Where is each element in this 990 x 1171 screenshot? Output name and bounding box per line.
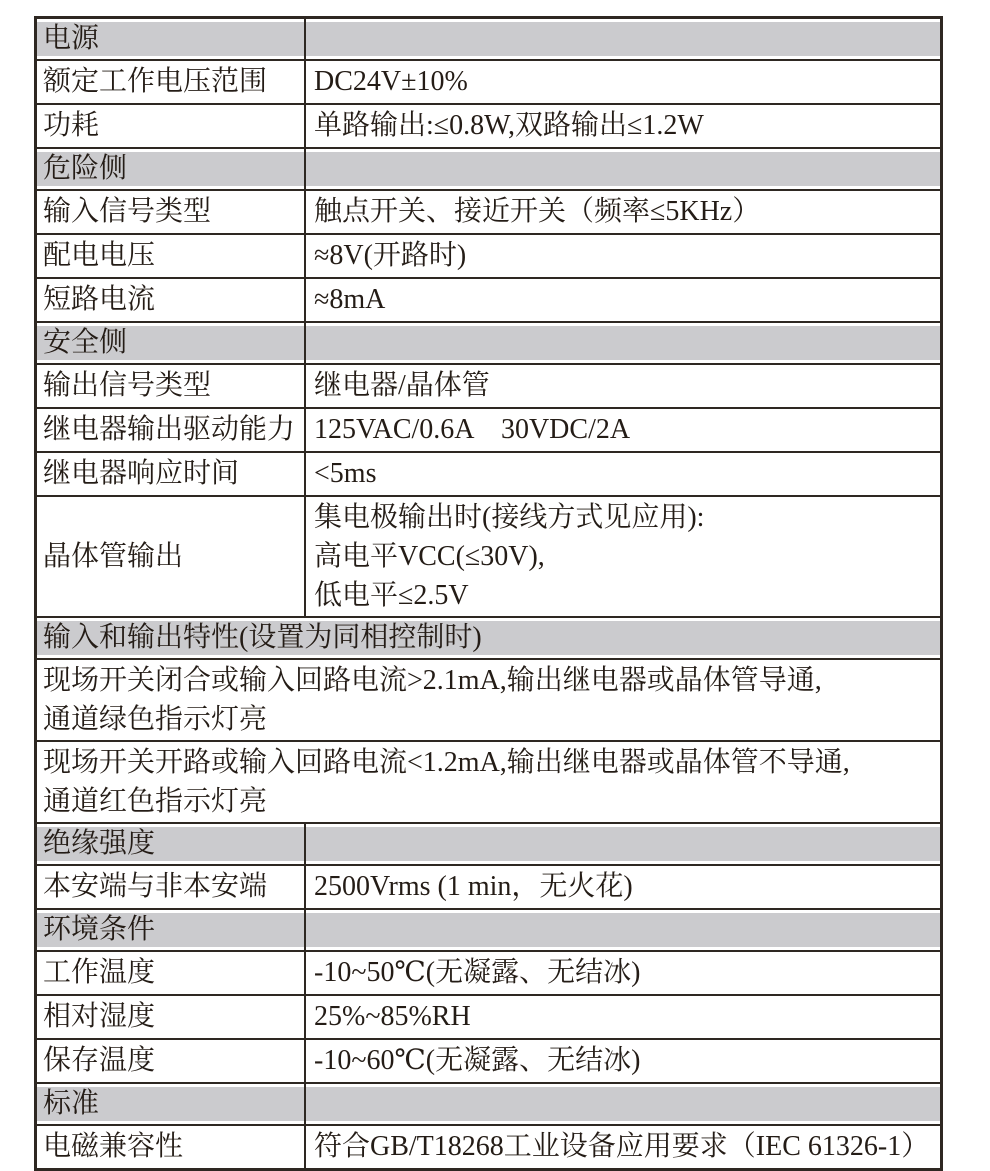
- spec-text-line: 通道红色指示灯亮: [43, 786, 268, 817]
- table-row: [36, 951, 942, 995]
- spec-key: 额定工作电压范围: [36, 60, 306, 104]
- spec-table: [34, 16, 943, 1171]
- spec-sheet: [34, 16, 943, 1171]
- section-header-spacer: [305, 1083, 942, 1125]
- spec-table-body: [36, 18, 942, 1170]
- spec-key: 继电器响应时间: [36, 452, 306, 496]
- table-row: [36, 823, 942, 865]
- spec-value: DC24V±10%: [314, 66, 468, 97]
- spec-value-cell: [305, 234, 942, 278]
- table-row: [36, 60, 942, 104]
- spec-value-cell: [305, 496, 942, 617]
- spec-text-line: 现场开关开路或输入回路电流<1.2mA,输出继电器或晶体管不导通,: [43, 747, 850, 778]
- spec-value: -10~60℃(无凝露、无结冰): [314, 1045, 641, 1076]
- table-row: [36, 1125, 942, 1170]
- section-header-label: 危险侧: [36, 148, 306, 190]
- table-row: [36, 1039, 942, 1083]
- section-header-spacer: [305, 823, 942, 865]
- table-row: [36, 234, 942, 278]
- section-header-label: 输入和输出特性(设置为同相控制时): [36, 617, 942, 659]
- table-row: [36, 617, 942, 659]
- spec-value-cell: [305, 1039, 942, 1083]
- spec-text-cell: [36, 741, 942, 823]
- table-row: [36, 909, 942, 951]
- spec-value-cell: [305, 995, 942, 1039]
- spec-value-cell: [305, 60, 942, 104]
- spec-value: 触点开关、接近开关（频率≤5KHz）: [314, 196, 761, 227]
- section-header-spacer: [305, 148, 942, 190]
- spec-value: 2500Vrms (1 min，无火花): [314, 871, 633, 902]
- spec-key: 保存温度: [36, 1039, 306, 1083]
- table-row: [36, 364, 942, 408]
- table-row: [36, 865, 942, 909]
- spec-value-cell: [305, 190, 942, 234]
- spec-value: 25%~85%RH: [314, 1001, 471, 1032]
- section-header-label: 安全侧: [36, 322, 306, 364]
- spec-value: ≈8V(开路时): [314, 240, 467, 271]
- section-header-spacer: [305, 322, 942, 364]
- table-row: [36, 659, 942, 741]
- section-header-label: 绝缘强度: [36, 823, 306, 865]
- spec-text-cell: [36, 659, 942, 741]
- section-header-spacer: [305, 18, 942, 61]
- spec-value: 单路输出:≤0.8W,双路输出≤1.2W: [314, 110, 704, 141]
- table-row: [36, 496, 942, 617]
- spec-key: 短路电流: [36, 278, 306, 322]
- spec-value-cell: [305, 104, 942, 148]
- spec-value-cell: [305, 865, 942, 909]
- spec-key: 输入信号类型: [36, 190, 306, 234]
- spec-key: 晶体管输出: [36, 496, 306, 617]
- spec-key: 相对湿度: [36, 995, 306, 1039]
- spec-value-cell: [305, 364, 942, 408]
- spec-value-cell: [305, 408, 942, 452]
- section-header-label: 环境条件: [36, 909, 306, 951]
- table-row: [36, 104, 942, 148]
- table-row: [36, 278, 942, 322]
- table-row: [36, 1083, 942, 1125]
- table-row: [36, 408, 942, 452]
- table-row: [36, 741, 942, 823]
- spec-value-cell: [305, 1125, 942, 1170]
- table-row: [36, 452, 942, 496]
- spec-value: 125VAC/0.6A 30VDC/2A: [314, 414, 631, 445]
- spec-key: 功耗: [36, 104, 306, 148]
- section-header-label: 标准: [36, 1083, 306, 1125]
- table-row: [36, 190, 942, 234]
- table-row: [36, 18, 942, 61]
- spec-key: 工作温度: [36, 951, 306, 995]
- section-header-label: 电源: [36, 18, 306, 61]
- spec-key: 电磁兼容性: [36, 1125, 306, 1170]
- spec-key: 继电器输出驱动能力: [36, 408, 306, 452]
- spec-text-line: 现场开关闭合或输入回路电流>2.1mA,输出继电器或晶体管导通,: [43, 665, 822, 696]
- spec-key: 本安端与非本安端: [36, 865, 306, 909]
- spec-value-line: 高电平VCC(≤30V),: [314, 541, 545, 572]
- spec-value-line: 低电平≤2.5V: [314, 580, 469, 611]
- spec-value: -10~50℃(无凝露、无结冰): [314, 957, 641, 988]
- table-row: [36, 148, 942, 190]
- spec-value-cell: [305, 278, 942, 322]
- spec-value: 符合GB/T18268工业设备应用要求（IEC 61326-1）: [314, 1131, 930, 1162]
- table-row: [36, 322, 942, 364]
- spec-value: 继电器/晶体管: [314, 370, 490, 401]
- spec-text-line: 通道绿色指示灯亮: [43, 704, 268, 735]
- spec-value-cell: [305, 452, 942, 496]
- spec-value-line: 集电极输出时(接线方式见应用):: [314, 502, 705, 533]
- spec-value: ≈8mA: [314, 284, 386, 315]
- spec-key: 配电电压: [36, 234, 306, 278]
- table-row: [36, 995, 942, 1039]
- spec-key: 输出信号类型: [36, 364, 306, 408]
- spec-value: <5ms: [314, 458, 377, 489]
- section-header-spacer: [305, 909, 942, 951]
- spec-value-cell: [305, 951, 942, 995]
